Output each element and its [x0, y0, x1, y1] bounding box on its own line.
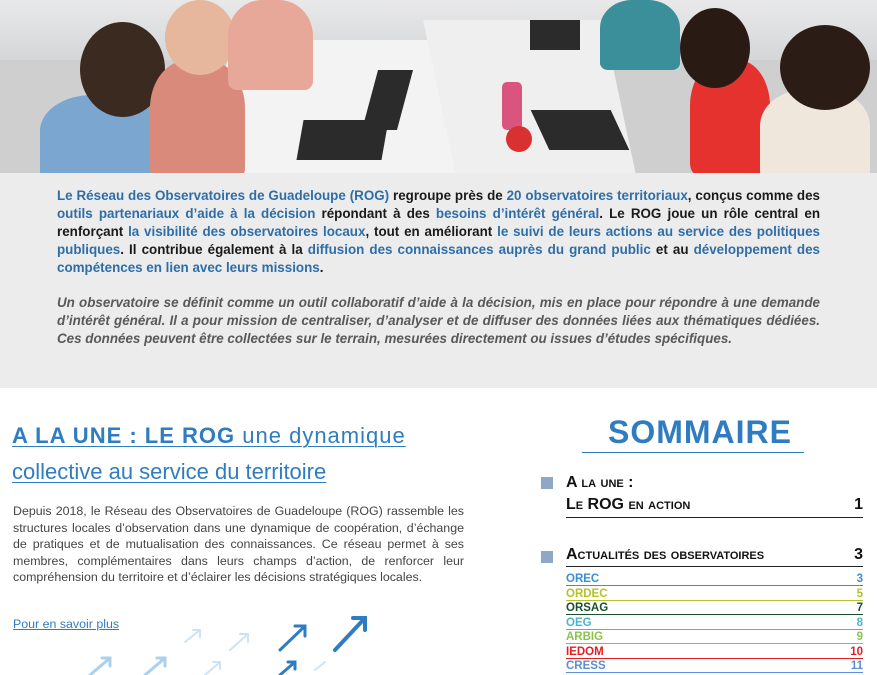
a-la-une-title-bold: A LA UNE : LE ROG: [12, 423, 236, 448]
text-run: .: [319, 260, 324, 275]
toc-item-label: ARBIG: [566, 631, 604, 643]
toc-item-page: 8: [856, 616, 863, 629]
toc-section1-page: 1: [854, 496, 863, 513]
toc-item-label: ORDEC: [566, 587, 608, 600]
a-la-une-title-line2: collective au service du territoire: [12, 459, 327, 484]
toc-item-page: 9: [856, 631, 863, 643]
a-la-une-title: [12, 418, 482, 490]
toc-item-page: 3: [856, 573, 863, 585]
highlight-text: diffusion des connaissances auprès du grand public: [307, 242, 651, 257]
sommaire-underline: [582, 452, 804, 453]
toc-section1-line2[interactable]: Le ROG en action: [566, 496, 691, 513]
toc-item-iedom[interactable]: [566, 645, 863, 659]
a-la-une-body: Depuis 2018, le Réseau des Observatoires de Guadeloupe (ROG) rassemble les structures locales d’observation dans une dynamique de coopération, d’échange de pratiques et de mutualisation des connaissances. Ce réseau permet à ses membres, complémentaires dans leurs champs d’action, de renforcer leur compréhension du territoire et d’éclairer les décisions stratégiques locales.: [13, 504, 464, 585]
text-run: , conçus comme des: [687, 188, 821, 203]
toc-item-cress[interactable]: [566, 659, 863, 673]
text-run: , tout en améliorant: [365, 224, 498, 239]
toc-section2-page: 3: [854, 546, 863, 563]
text-run: regroupe près de: [389, 188, 507, 203]
toc-item-underline: [566, 672, 863, 673]
toc-item-oeg[interactable]: [566, 616, 863, 630]
toc-item-page: 7: [856, 602, 863, 614]
highlight-text: besoins d’intérêt général: [435, 206, 600, 221]
text-run: répondant à des: [315, 206, 436, 221]
toc-section2-title[interactable]: Actualités des observatoires: [566, 546, 765, 563]
sommaire-title: SOMMAIRE: [608, 414, 792, 450]
toc-item-page: 5: [856, 587, 863, 600]
toc-rule: [566, 566, 863, 567]
header-photo: [0, 0, 877, 173]
bullet-square: [541, 477, 553, 489]
toc-item-label: OEG: [566, 616, 592, 629]
toc-item-label: CRESS: [566, 660, 606, 672]
highlight-text: le suivi de leurs actions au service des politiques publiques: [57, 224, 820, 257]
toc-item-label: OREC: [566, 573, 600, 585]
toc-item-label: IEDOM: [566, 645, 604, 658]
arrows-illustration: [80, 610, 380, 675]
intro-section: [0, 173, 877, 388]
toc-item-page: 11: [850, 660, 863, 672]
highlight-text: la visibilité des observatoires locaux: [128, 224, 366, 239]
highlight-text: outils partenariaux d’aide à la décision: [57, 206, 316, 221]
toc-item-orec[interactable]: [566, 572, 863, 586]
toc-item-ordec[interactable]: [566, 587, 863, 601]
text-run: . Il contribue également à la: [120, 242, 308, 257]
toc-item-arbig[interactable]: [566, 630, 863, 644]
text-run: . Le ROG joue un rôle central en renforçant: [57, 206, 820, 239]
toc-item-page: 10: [850, 645, 863, 658]
text-run: et au: [650, 242, 694, 257]
bullet-square: [541, 551, 553, 563]
highlight-text: développement des compétences en lien avec leurs missions: [57, 242, 820, 275]
toc-section1-line1[interactable]: A la une :: [566, 474, 634, 491]
highlight-text: 20 observatoires territoriaux: [506, 188, 688, 203]
intro-paragraph: [57, 187, 820, 277]
toc-rule: [566, 517, 863, 518]
toc-item-orsag[interactable]: [566, 601, 863, 615]
definition-paragraph: Un observatoire se définit comme un outil collaboratif d’aide à la décision, mis en place pour répondre à une demande d’intérêt général. Il a pour mission de centraliser, d’analyser et de diffuser des données liées aux thématiques dédiées. Ces données peuvent être collectées sur le terrain, mesurées directement ou issues d’études spécifiques.: [57, 295, 820, 346]
toc-item-label: ORSAG: [566, 602, 609, 614]
more-link[interactable]: Pour en savoir plus: [13, 617, 120, 631]
a-la-une-title-rest: une dynamique: [235, 423, 406, 448]
highlight-text: Le Réseau des Observatoires de Guadeloupe (ROG): [57, 188, 390, 203]
